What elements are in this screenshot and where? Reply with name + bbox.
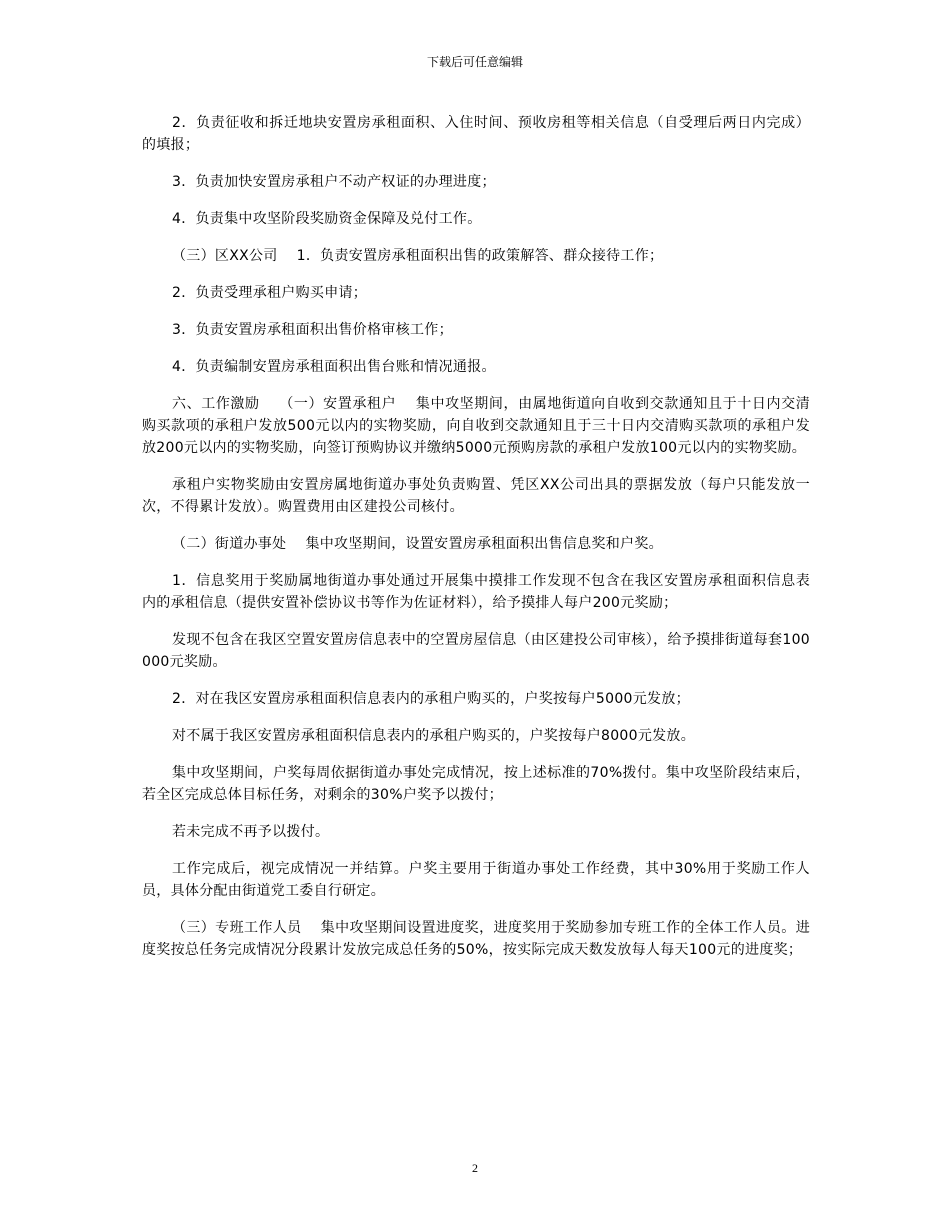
paragraph: 工作完成后，视完成情况一并结算。户奖主要用于街道办事处工作经费，其中30%用于奖励工作人员，具体分配由街道党工委自行研定。	[142, 861, 810, 899]
paragraph: 若未完成不再予以拨付。	[172, 824, 330, 840]
paragraph: 3．负责安置房承租面积出售价格审核工作；	[172, 322, 453, 338]
paragraph: 六、工作激励 （一）安置承租户 集中攻坚期间，由属地街道向自收到交款通知且于十日内交清购买款项的承租户发放500元以内的实物奖励，向自收到交款通知且于三十日内交清购买款项的承租户发放200元以内的实物奖励，向签订预购协议并缴纳5000元预购房款的承租户发放100元以内的实物奖励。	[142, 396, 810, 456]
paragraph: 发现不包含在我区空置安置房信息表中的空置房屋信息（由区建投公司审核），给予摸排街道每套100000元奖励。	[142, 632, 810, 670]
paragraph: 1．信息奖用于奖励属地街道办事处通过开展集中摸排工作发现不包含在我区安置房承租面积信息表内的承租信息（提供安置补偿协议书等作为佐证材料），给予摸排人每户200元奖励；	[142, 573, 810, 611]
paragraph: 3．负责加快安置房承租户不动产权证的办理进度；	[172, 174, 496, 190]
document-body	[142, 112, 810, 976]
paragraph: 4．负责集中攻坚阶段奖励资金保障及兑付工作。	[172, 211, 482, 227]
page-header: 下载后可任意编辑	[426, 55, 523, 69]
paragraph: （三）专班工作人员 集中攻坚期间设置进度奖，进度奖用于奖励参加专班工作的全体工作人员。进度奖按总任务完成情况分段累计发放完成总任务的50%，按实际完成天数发放每人每天100元的进度奖；	[142, 920, 810, 958]
paragraph: （三）区XX公司 1．负责安置房承租面积出售的政策解答、群众接待工作；	[172, 248, 664, 264]
paragraph: 4．负责编制安置房承租面积出售台账和情况通报。	[172, 359, 496, 375]
paragraph: 对不属于我区安置房承租面积信息表内的承租户购买的，户奖按每户8000元发放。	[172, 728, 696, 744]
paragraph: 集中攻坚期间，户奖每周依据街道办事处完成情况，按上述标准的70%拨付。集中攻坚阶段结束后，若全区完成总体目标任务，对剩余的30%户奖予以拨付；	[142, 765, 810, 803]
paragraph: 2．负责征收和拆迁地块安置房承租面积、入住时间、预收房租等相关信息（自受理后两日内完成）的填报；	[142, 115, 810, 153]
paragraph: 承租户实物奖励由安置房属地街道办事处负责购置、凭区XX公司出具的票据发放（每户只能发放一次，不得累计发放）。购置费用由区建投公司核付。	[142, 477, 810, 515]
paragraph: （二）街道办事处 集中攻坚期间，设置安置房承租面积出售信息奖和户奖。	[172, 536, 663, 552]
paragraph: 2．负责受理承租户购买申请；	[172, 285, 368, 301]
page-number: 2	[472, 1161, 478, 1175]
paragraph: 2．对在我区安置房承租面积信息表内的承租户购买的，户奖按每户5000元发放；	[172, 691, 690, 707]
